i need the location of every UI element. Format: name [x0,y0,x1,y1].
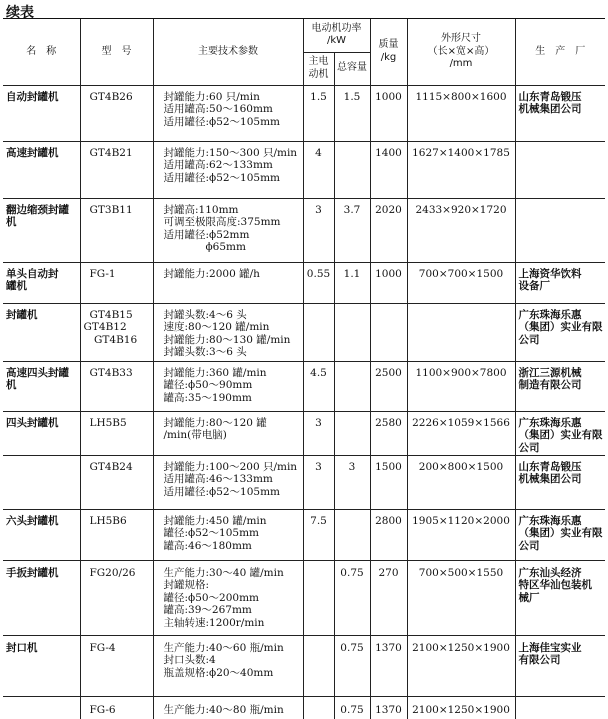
row-model: FG20/26 [80,560,153,635]
row-mass: 2020 [370,198,407,262]
row-manufacturer: 浙江三源机械 制造有限公司 [515,361,605,411]
row-dimensions: 700×700×1500 [407,262,515,303]
row-power-main: 4 [303,141,334,198]
param-line: 封罐头数:3～6 头 [163,346,247,358]
row-dimensions: 1100×900×7800 [407,361,515,411]
row-manufacturer: 广东珠海乐惠 （集团）实业有限 公司 [515,411,605,455]
row-dimensions: 1627×1400×1785 [407,141,515,198]
row-manufacturer: 山东青岛锻压 机械集团公司 [515,85,605,141]
row-manufacturer [515,696,605,719]
row-name: 高速封罐机 [3,141,80,198]
row-mass: 1000 [370,262,407,303]
header-params: 主要技术参数 [153,19,303,85]
row-model: GT3B11 [80,198,153,262]
spec-table-container [3,18,605,719]
row-mass: 2500 [370,361,407,411]
table-row [3,303,605,361]
row-manufacturer [515,198,605,262]
row-name: 自动封罐机 [3,85,80,141]
param-line: 封罐能力:100～200 只/min [163,460,298,473]
param-line: 封罐高:110mm [163,203,239,216]
row-name: 高速四头封罐 机 [3,361,80,411]
table-row [3,560,605,635]
param-line: 罐径:ϕ50～200mm [163,591,260,604]
row-model: FG-4 [80,635,153,696]
param-line: 封罐能力:150～300 只/min [163,146,298,159]
row-model: FG-6 [80,696,153,719]
row-mass: 1000 [370,85,407,141]
row-power-main: 3 [303,198,334,262]
header-power-main: 主电 动机 [303,52,334,85]
param-line: 封罐能力:2000 罐/h [163,267,260,280]
row-mass: 270 [370,560,407,635]
row-power-total [334,411,370,455]
header-model: 型 号 [80,19,153,85]
table-row [3,509,605,560]
param-line: 罐高:46～180mm [163,539,252,552]
row-model: FG-1 [80,262,153,303]
row-params [153,262,303,303]
table-body [3,85,605,719]
table-row [3,455,605,509]
row-mass: 1500 [370,455,407,509]
param-line: 封罐能力:450 罐/min [163,514,267,527]
header-power-total: 总容量 [334,52,370,85]
param-line: /min(带电脑) [163,429,227,441]
row-manufacturer [515,141,605,198]
row-manufacturer: 广东汕头经济 特区华汕包装机 械厂 [515,560,605,635]
param-line: 适用罐高:62～133mm [163,159,273,171]
table-row [3,635,605,696]
header-name: 名 称 [3,19,80,85]
param-line: 封口头数:4 [163,654,216,666]
row-dimensions: 2100×1250×1900 [407,635,515,696]
row-power-total: 3 [334,455,370,509]
row-mass [370,303,407,361]
row-params [153,635,303,696]
row-name: 封口机 [3,635,80,696]
row-dimensions: 2100×1250×1900 [407,696,515,719]
table-caption: 续表 [6,5,34,21]
row-power-main [303,635,334,696]
param-line: 主轴转速:1200r/min [163,616,265,629]
row-manufacturer: 广东珠海乐惠 （集团）实业有限 公司 [515,303,605,361]
param-line: 罐高:39～267mm [163,604,252,616]
row-power-main: 0.55 [303,262,334,303]
row-name [3,455,80,509]
row-power-total [334,361,370,411]
row-power-main: 7.5 [303,509,334,560]
param-line: 封罐能力:360 罐/min [163,366,267,379]
param-line: 速度:80～120 罐/min [163,321,270,333]
row-model: LH5B6 [80,509,153,560]
row-power-main: 4.5 [303,361,334,411]
row-params [153,455,303,509]
header-power: 电动机功率 /kW [303,19,370,52]
row-dimensions: 700×500×1550 [407,560,515,635]
param-line: 生产能力:30～40 罐/min [163,566,284,579]
row-power-main [303,560,334,635]
param-line: 罐径:ϕ52～105mm [163,527,260,539]
param-line: 可调至极限高度:375mm [163,216,281,228]
table-header [3,19,605,85]
param-line: 罐径:ϕ50～90mm [163,379,253,391]
param-line: 生产能力:40～80 瓶/min [163,703,284,716]
row-manufacturer: 上海佳宝实业 有限公司 [515,635,605,696]
row-power-total: 0.75 [334,696,370,719]
row-name: 四头封罐机 [3,411,80,455]
row-power-main: 3 [303,455,334,509]
row-dimensions: 2433×920×1720 [407,198,515,262]
table-row [3,696,605,719]
row-params [153,361,303,411]
row-power-total [334,509,370,560]
table-row [3,198,605,262]
row-name: 六头封罐机 [3,509,80,560]
table-row [3,361,605,411]
param-line: 瓶盖规格:ϕ20～40mm [163,666,274,679]
row-params [153,560,303,635]
row-power-total: 3.7 [334,198,370,262]
row-dimensions: 1905×1120×2000 [407,509,515,560]
param-line: 封罐能力:80～130 罐/min [163,333,291,346]
row-name: 手扳封罐机 [3,560,80,635]
row-model: GT4B24 [80,455,153,509]
row-mass: 1400 [370,141,407,198]
header-mass: 质量 /kg [370,19,407,85]
param-line: 封罐能力:80～120 罐 [163,416,267,429]
param-line: 生产能力:40～60 瓶/min [163,641,284,654]
row-power-main: 1.5 [303,85,334,141]
row-params [153,411,303,455]
equipment-spec-table [3,19,605,719]
row-params [153,303,303,361]
row-mass: 2800 [370,509,407,560]
row-dimensions [407,303,515,361]
row-name: 翻边缩颈封罐 机 [3,198,80,262]
row-params [153,85,303,141]
row-params [153,141,303,198]
row-dimensions: 200×800×1500 [407,455,515,509]
param-line: 封罐头数:4～6 头 [163,308,247,321]
table-row [3,85,605,141]
row-dimensions: 2226×1059×1566 [407,411,515,455]
row-name: 单头自动封 罐机 [3,262,80,303]
row-params [153,198,303,262]
row-manufacturer: 广东珠海乐惠 （集团）实业有限 公司 [515,509,605,560]
row-mass: 1370 [370,635,407,696]
param-line: 适用罐径:ϕ52mm [163,228,250,241]
table-row [3,141,605,198]
row-model: GT4B21 [80,141,153,198]
row-params [153,509,303,560]
row-power-total: 0.75 [334,635,370,696]
table-row [3,411,605,455]
param-line: 封罐能力:60 只/min [163,90,260,103]
row-mass: 2580 [370,411,407,455]
row-power-total [334,303,370,361]
param-line: 适用罐径:ϕ52～105mm [163,171,281,184]
row-name: 封罐机 [3,303,80,361]
param-line: 适用罐高:50～160mm [163,103,273,115]
param-line: 封罐规格: [163,579,210,591]
param-line: 适用罐径:ϕ52～105mm [163,485,281,498]
row-dimensions: 1115×800×1600 [407,85,515,141]
row-power-total: 1.1 [334,262,370,303]
row-manufacturer: 上海资华饮料 设备厂 [515,262,605,303]
table-row [3,262,605,303]
param-line: 适用罐径:ϕ52～105mm [163,115,281,128]
row-model: GT4B26 [80,85,153,141]
row-model: GT4B33 [80,361,153,411]
row-model: LH5B5 [80,411,153,455]
row-power-total [334,141,370,198]
row-power-main [303,303,334,361]
row-model: GT4B15 GT4B12 GT4B16 [80,303,153,361]
header-manufacturer: 生 产 厂 [515,19,605,85]
row-power-total: 0.75 [334,560,370,635]
row-params [153,696,303,719]
row-power-main [303,696,334,719]
row-mass: 1370 [370,696,407,719]
param-line: 适用罐高:46～133mm [163,473,273,485]
header-dimensions: 外形尺寸 （长×宽×高） /mm [407,19,515,85]
row-manufacturer: 山东青岛锻压 机械集团公司 [515,455,605,509]
row-power-main: 3 [303,411,334,455]
param-line: 罐高:35～190mm [163,391,252,404]
param-line: ϕ65mm [163,241,246,253]
row-name [3,696,80,719]
row-power-total: 1.5 [334,85,370,141]
